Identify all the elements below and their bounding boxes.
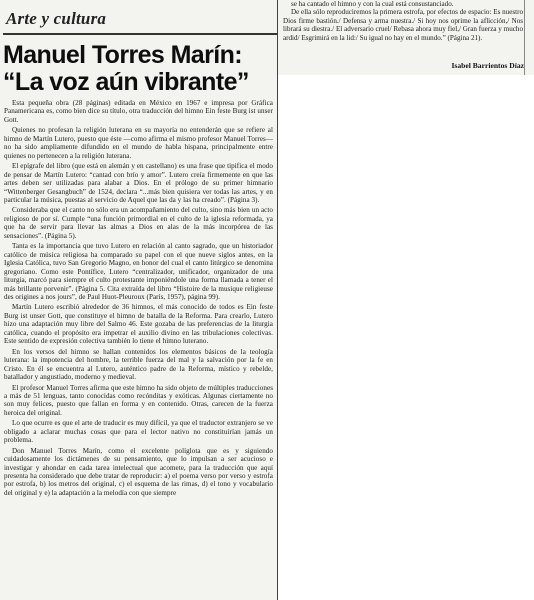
paragraph-2: Quienes no profesan la religión luterana en su mayoría no entenderán que se refiere al himno de Martín Lutero, puesto que éste —como afirma el mismo profesor Manuel Torres— no ha sido ampliamente difundido en el mundo de habla hispana, principalmente entre quienes no pertenecen a la religión luterana. bbox=[4, 126, 273, 160]
paragraph-5: Tanta es la importancia que tuvo Lutero en relación al canto sagrado, que un historiador católico de música religiosa ha comparado su papel con el que nueve siglos antes, en la Iglesia Católica, tuvo San Gregorio Magno, en honor del cual el canto litúrgico se denomina gregoriano. Como este Pontífice, Lutero “centralizador, unificador, organizador de una liturgia, marcó para siempre el culto protestante imponiéndole una forma llamada a tener el más brillante porvenir”. (Página 5. Cita extraída del libro “Histoire de la musique religieuse des origines a nos jours”, de Paul Huot-Pleuroux (París, 1957), página 99). bbox=[4, 242, 273, 301]
article-title-line-2: “La voz aún vibrante” bbox=[3, 68, 249, 96]
continued-text bbox=[283, 0, 523, 60]
article-body bbox=[4, 99, 273, 599]
paragraph-7: En los versos del himno se hallan contenidos los elementos básicos de la teología luterana: la impotencia del hombre, la terrible fuerza del mal y la salvación por la fe en Cristo. En él se encuentra al Lutero, auténtico padre de la Reforma, místico y rebelde, batallador y angustiado, moderno y medieval. bbox=[4, 347, 273, 382]
paragraph-10: Don Manuel Torres Marín, como el excelente políglota que es y siguiendo cuidadosamente los dictámenes de su pensamiento, que lo impulsan a ser acucioso e investigar y ahondar en cada tarea intelectual que acomete, para la traducción que aquí presenta ha considerado que debe tratar de reproducir: a) el poema verso por verso y estrofa por estrofa, b) los metros del original, c) el esquema de las rimas, d) el tono y vocabulario del original y e) la adaptación a la melodía con que siempre bbox=[4, 446, 273, 497]
paragraph-1: Esta pequeña obra (28 páginas) editada en México en 1967 e impresa por Gráfica Panamericana es, como bien dice su título, otra traducción del himno Ein feste Burg ist unser Gott. bbox=[4, 99, 273, 124]
continued-paragraph-2: De ella sólo reproduciremos la primera estrofa, por efectos de espacio: Es nuestro Dios firme bastión./ Defensa y arma nuestra./ Si hoy nos oprime la aflicción,/ Nos librará su diestra./ El adversario cruel/ Rebasa ahora muy fiel,/ Gran fuerza y mucho ardid/ Esgrimirá en la lid:/ Su igual no hay en el mundo.” (Página 21). bbox=[283, 8, 523, 42]
paragraph-6: Martín Lutero escribió alrededor de 36 himnos, el más conocido de todos es Ein feste Burg ist unser Gott, que constituye el himno de batalla de la Reforma. Para crearlo, Lutero hizo una adaptación muy libre del Salmo 46. Este gozaba de las preferencias de la liturgia católica, cuando el propósito era impetrar el auxilio divino en las tribulaciones colectivas. Este sentido de expresión colectiva también lo tiene el himno luterano. bbox=[4, 303, 273, 346]
article-title-line-1: Manuel Torres Marín: bbox=[3, 41, 242, 69]
paragraph-9: Lo que ocurre es que el arte de traducir es muy difícil, ya que el traductor extranjero se ve obligado a aclarar muchas cosas que para el lector nativo no constituirían jamás un problema. bbox=[4, 419, 273, 445]
paragraph-3: El epígrafe del libro (que está en alemán y en castellano) es una frase que tipifica el modo de pensar de Martín Lutero: “cantad con brío y amor”. Lutero creía firmemente en que las artes deben ser utilizadas para alabar a Dios. En el prólogo de su primer himnario “Wittenberger Gesangbuch” de 1524, declara “...más bien quisiera ver todas las artes, y en particular la música, puestas al servicio de Aquel que las da y las ha creado”. (Página 3). bbox=[4, 162, 273, 204]
continued-paragraph-1: se ha cantado el himno y con la cual está consustanciado. bbox=[291, 0, 454, 8]
paragraph-8: El profesor Manuel Torres afirma que este himno ha sido objeto de múltiples traducciones a más de 51 lenguas, tanto conocidas como recónditas y exóticas. Algunas ciertamente no son muy felices, puesto que fallan en forma y en contenido. Otras, carecen de la fuerza heroica del original. bbox=[4, 383, 273, 417]
section-divider bbox=[3, 33, 277, 35]
author-byline: Isabel Barrientos Díaz bbox=[451, 61, 524, 70]
clipping-edge bbox=[524, 0, 525, 75]
blank-area bbox=[278, 75, 534, 600]
section-label: Arte y cultura bbox=[6, 9, 107, 28]
paragraph-4: Consideraba que el canto no sólo era un acompañamiento del culto, sino más bien un acto religioso de por sí. Cumple “una función primordial en el culto de la iglesia reformada, ya que ha de servir para llevar las almas a Dios en alas de la más incorpórea de las sensaciones”. (Página 5). bbox=[4, 206, 273, 240]
